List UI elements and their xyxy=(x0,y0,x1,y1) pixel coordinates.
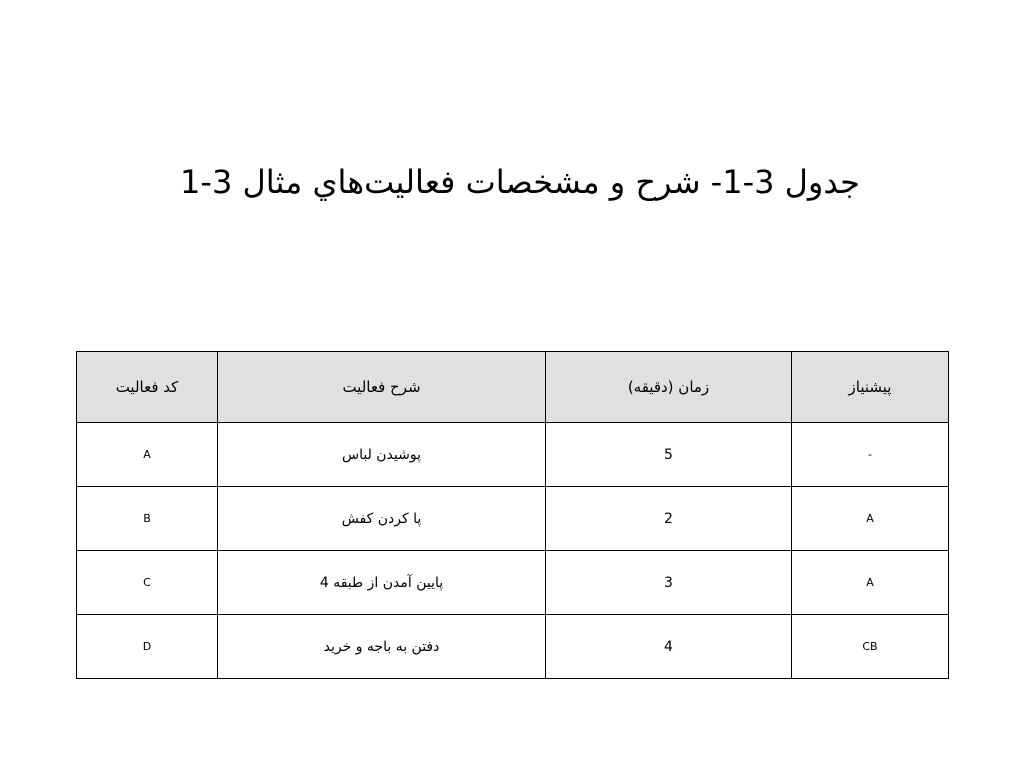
cell-code: C xyxy=(77,551,218,615)
cell-time: 5 xyxy=(546,423,792,487)
header-prerequisite: پيشنياز xyxy=(792,352,949,423)
cell-description: پايين آمدن از طبقه 4 xyxy=(218,551,546,615)
cell-prerequisite: CB xyxy=(792,615,949,679)
cell-description: پا كردن كفش xyxy=(218,487,546,551)
cell-description: دفتن به باجه و خريد xyxy=(218,615,546,679)
page-title: جدول 3-1- شرح و مشخصات فعاليت‌هاي مثال 3-1 xyxy=(180,163,860,201)
cell-time: 2 xyxy=(546,487,792,551)
table-row xyxy=(77,551,949,615)
cell-code: A xyxy=(77,423,218,487)
header-description: شرح فعاليت xyxy=(218,352,546,423)
header-code: كد فعاليت xyxy=(77,352,218,423)
table-row xyxy=(77,615,949,679)
activity-table xyxy=(76,351,949,679)
cell-code: B xyxy=(77,487,218,551)
cell-description: پوشيدن لباس xyxy=(218,423,546,487)
table-row xyxy=(77,487,949,551)
cell-time: 4 xyxy=(546,615,792,679)
header-time: زمان (دقيقه) xyxy=(546,352,792,423)
cell-code: D xyxy=(77,615,218,679)
cell-prerequisite: A xyxy=(792,487,949,551)
cell-prerequisite: - xyxy=(792,423,949,487)
table-header-row xyxy=(77,352,949,423)
cell-time: 3 xyxy=(546,551,792,615)
table-row xyxy=(77,423,949,487)
cell-prerequisite: A xyxy=(792,551,949,615)
